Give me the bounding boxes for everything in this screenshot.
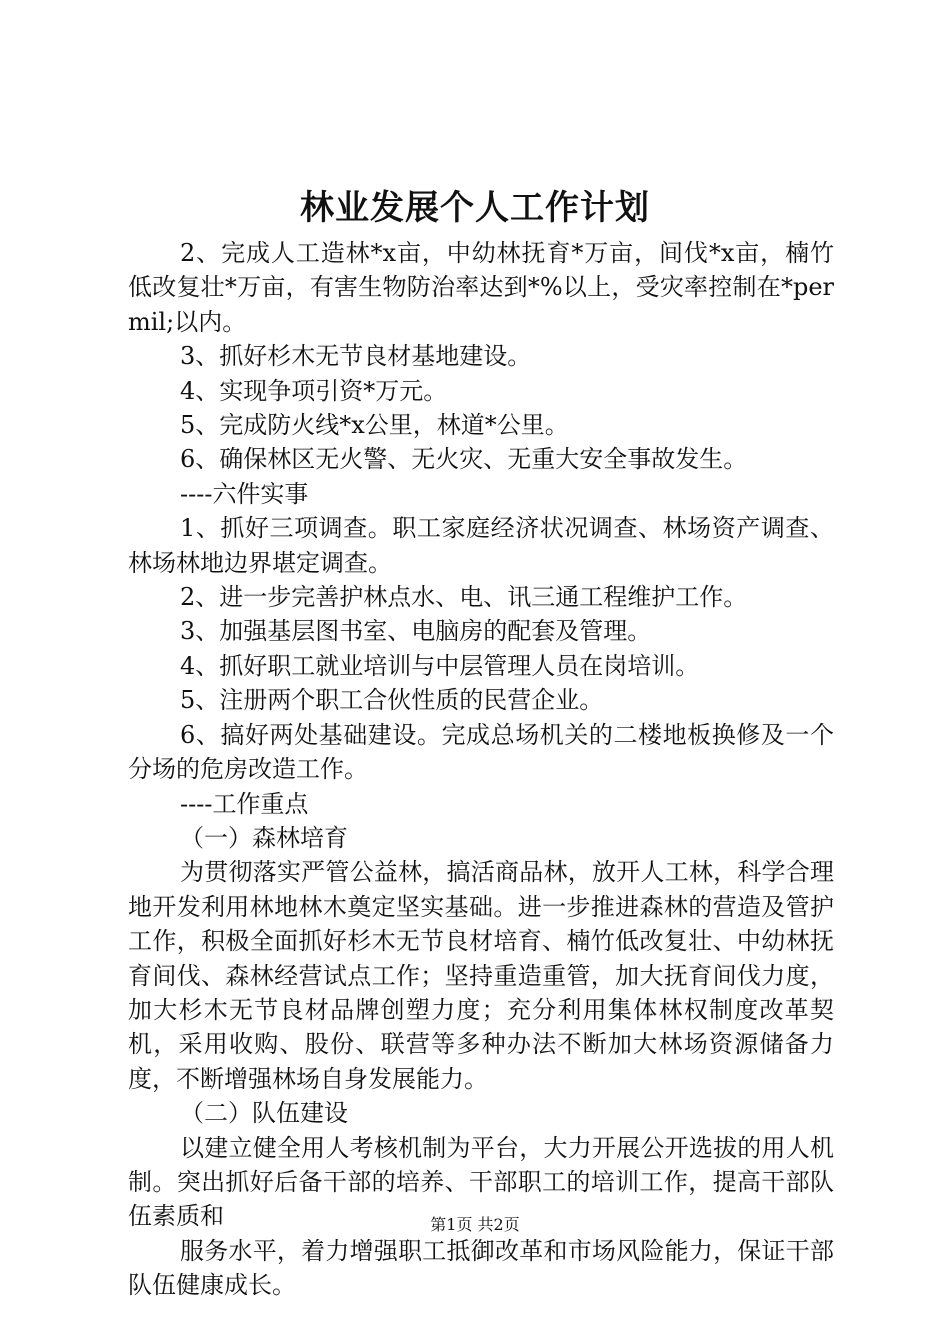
paragraph-goal-4: 4、实现争项引资*万元。: [180, 376, 448, 405]
subsection-heading-forest-cultivation: （一）森林培育: [180, 823, 348, 852]
section-heading-key-work: ----工作重点: [180, 789, 309, 818]
paragraph-team-building-2: 服务水平，着力增强职工抵御改革和市场风险能力，保证干部队伍健康成长。: [128, 1236, 834, 1300]
paragraph-team-building-1: 以建立健全用人考核机制为平台，大力开展公开选拔的用人机制。突出抓好后备干部的培养、干部职工的培训工作，提高干部队伍素质和: [128, 1133, 834, 1231]
page-footer: 第1页 共2页: [430, 1215, 520, 1234]
subsection-heading-team-building: （二）队伍建设: [180, 1099, 348, 1128]
paragraph-task-6: 6、搞好两处基础建设。完成总场机关的二楼地板换修及一个分场的危房改造工作。: [128, 720, 834, 784]
paragraph-task-1: 1、抓好三项调查。职工家庭经济状况调查、林场资产调查、林场林地边界堪定调查。: [128, 514, 834, 577]
paragraph-task-5: 5、注册两个职工合伙性质的民营企业。: [180, 686, 604, 715]
paragraph-forest-cultivation: 为贯彻落实严管公益林，搞活商品林，放开人工林，科学合理地开发利用林地林木奠定坚实基础。进一步推进森林的营造及管护工作，积极全面抓好杉木无节良材培育、楠竹低改复壮、中幼林抚育间伐、森林经营试点工作；坚持重造重管，加大抚育间伐力度，加大杉木无节良材品牌创塑力度；充分利用集体林权制度改革契机，采用收购、股份、联营等多种办法不断加大林场资源储备力度，不断增强林场自身发展能力。: [128, 858, 834, 1093]
paragraph-task-2: 2、进一步完善护林点水、电、讯三通工程维护工作。: [180, 583, 748, 612]
section-heading-six-tasks: ----六件实事: [180, 479, 309, 508]
paragraph-goal-6: 6、确保林区无火警、无火灾、无重大安全事故发生。: [180, 445, 748, 474]
paragraph-goal-5: 5、完成防火线*x公里，林道*公里。: [180, 411, 569, 440]
paragraph-goal-2: 2、完成人工造林*x亩，中幼林抚育*万亩，间伐*x亩，楠竹低改复壮*万亩，有害生物防治率达到*%以上，受灾率控制在*permil;以内。: [128, 239, 834, 336]
document-title: 林业发展个人工作计划: [300, 188, 650, 228]
document-body: [128, 236, 834, 1303]
paragraph-task-3: 3、加强基层图书室、电脑房的配套及管理。: [180, 617, 652, 646]
paragraph-goal-3: 3、抓好杉木无节良材基地建设。: [180, 342, 532, 371]
paragraph-task-4: 4、抓好职工就业培训与中层管理人员在岗培训。: [180, 651, 700, 680]
